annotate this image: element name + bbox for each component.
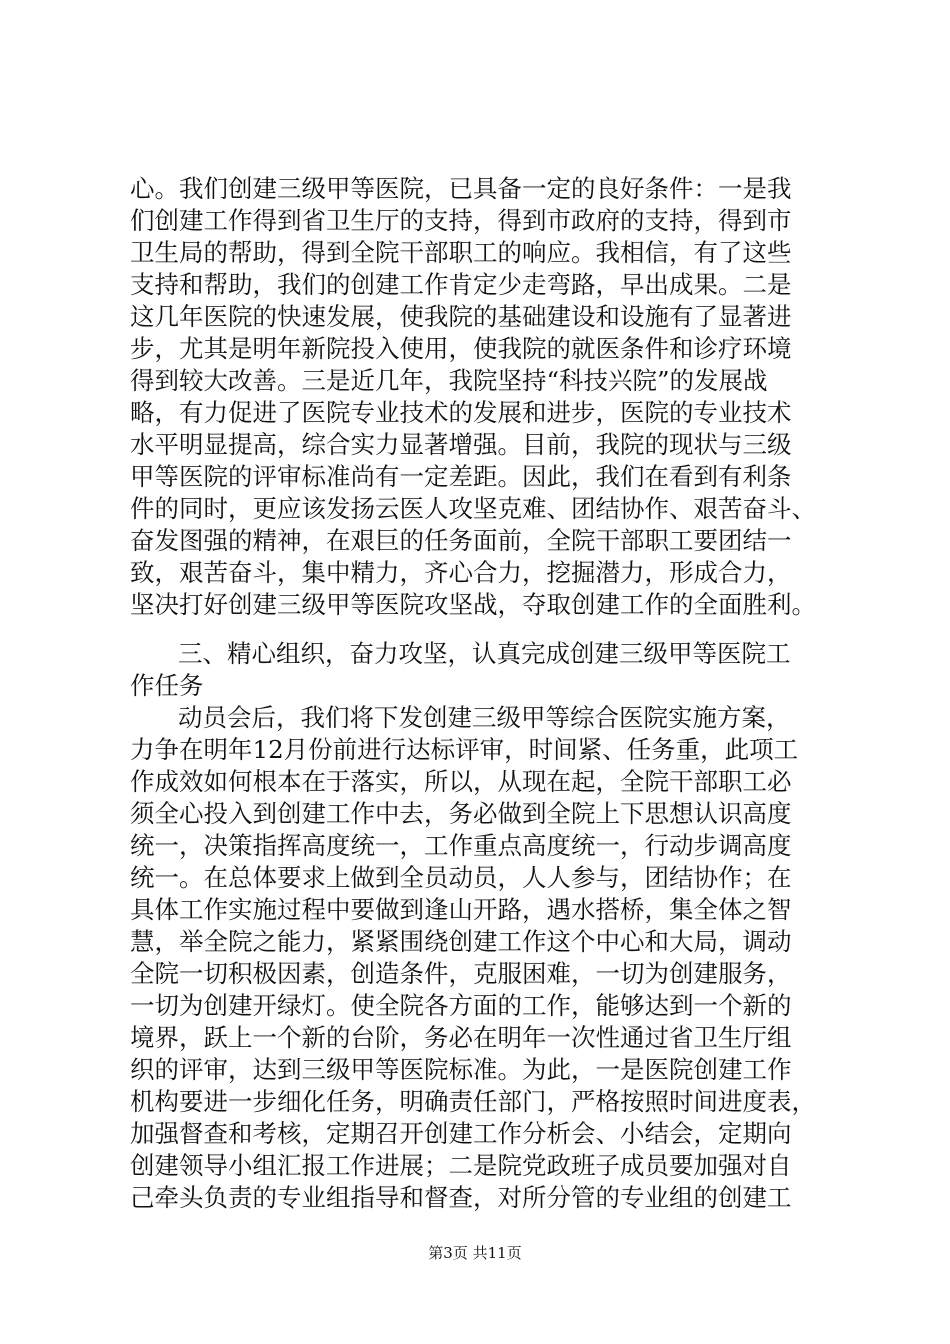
section-heading: 三、精心组织，奋力攻坚，认真完成创建三级甲等医院工	[178, 639, 791, 668]
body-text-line: 加强督查和考核，定期召开创建工作分析会、小结会，定期向	[130, 1119, 792, 1148]
body-text-line: 奋发图强的精神，在艰巨的任务面前，全院干部职工要团结一	[130, 526, 792, 555]
body-text-line: 水平明显提高，综合实力显著增强。目前，我院的现状与三级	[130, 430, 792, 459]
body-text-line: 统一，决策指挥高度统一，工作重点高度统一，行动步调高度	[130, 831, 792, 860]
body-text-line: 力争在明年12月份前进行达标评审，时间紧、任务重，此项工	[130, 735, 799, 764]
body-text-line: 得到较大改善。三是近几年，我院坚持“科技兴院”的发展战	[130, 366, 768, 395]
body-text-line: 具体工作实施过程中要做到逢山开路，遇水搭桥，集全体之智	[130, 895, 792, 924]
body-text-line: 们创建工作得到省卫生厅的支持，得到市政府的支持，得到市	[130, 206, 792, 235]
page-number-footer: 第3页 共11页	[428, 1244, 522, 1262]
body-text-line: 织的评审，达到三级甲等医院标准。为此，一是医院创建工作	[130, 1055, 792, 1084]
body-text-line: 甲等医院的评审标准尚有一定差距。因此，我们在看到有利条	[130, 462, 792, 491]
body-text-line: 支持和帮助，我们的创建工作肯定少走弯路，早出成果。二是	[130, 270, 792, 299]
body-text-line: 坚决打好创建三级甲等医院攻坚战，夺取创建工作的全面胜利。	[130, 590, 816, 619]
body-text-line: 境界，跃上一个新的台阶，务必在明年一次性通过省卫生厅组	[130, 1023, 792, 1052]
body-text-line: 动员会后，我们将下发创建三级甲等综合医院实施方案，	[178, 703, 791, 732]
body-text-line: 己牵头负责的专业组指导和督查，对所分管的专业组的创建工	[130, 1183, 792, 1212]
body-text-line: 件的同时，更应该发扬云医人攻坚克难、团结协作、艰苦奋斗、	[130, 494, 816, 523]
body-text-line: 慧，举全院之能力，紧紧围绕创建工作这个中心和大局，调动	[130, 927, 792, 956]
body-text-line: 步，尤其是明年新院投入使用，使我院的就医条件和诊疗环境	[130, 334, 792, 363]
body-text-line: 心。我们创建三级甲等医院，已具备一定的良好条件：一是我	[130, 174, 792, 203]
body-text-line: 须全心投入到创建工作中去，务必做到全院上下思想认识高度	[130, 799, 792, 828]
body-text-line: 这几年医院的快速发展，使我院的基础建设和设施有了显著进	[130, 302, 792, 331]
body-text-line: 卫生局的帮助，得到全院干部职工的响应。我相信，有了这些	[130, 238, 792, 267]
section-heading-continuation: 作任务	[130, 671, 204, 700]
body-text-line: 机构要进一步细化任务，明确责任部门，严格按照时间进度表，	[130, 1087, 816, 1116]
body-text-line: 略，有力促进了医院专业技术的发展和进步，医院的专业技术	[130, 398, 792, 427]
body-text-line: 一切为创建开绿灯。使全院各方面的工作，能够达到一个新的	[130, 991, 792, 1020]
body-text-line: 统一。在总体要求上做到全员动员，人人参与，团结协作；在	[130, 863, 792, 892]
body-text-line: 全院一切积极因素，创造条件，克服困难，一切为创建服务，	[130, 959, 792, 988]
body-text-line: 致，艰苦奋斗，集中精力，齐心合力，挖掘潜力，形成合力，	[130, 558, 792, 587]
body-text-line: 创建领导小组汇报工作进展；二是院党政班子成员要加强对自	[130, 1151, 792, 1180]
body-text-line: 作成效如何根本在于落实，所以，从现在起，全院干部职工必	[130, 767, 792, 796]
